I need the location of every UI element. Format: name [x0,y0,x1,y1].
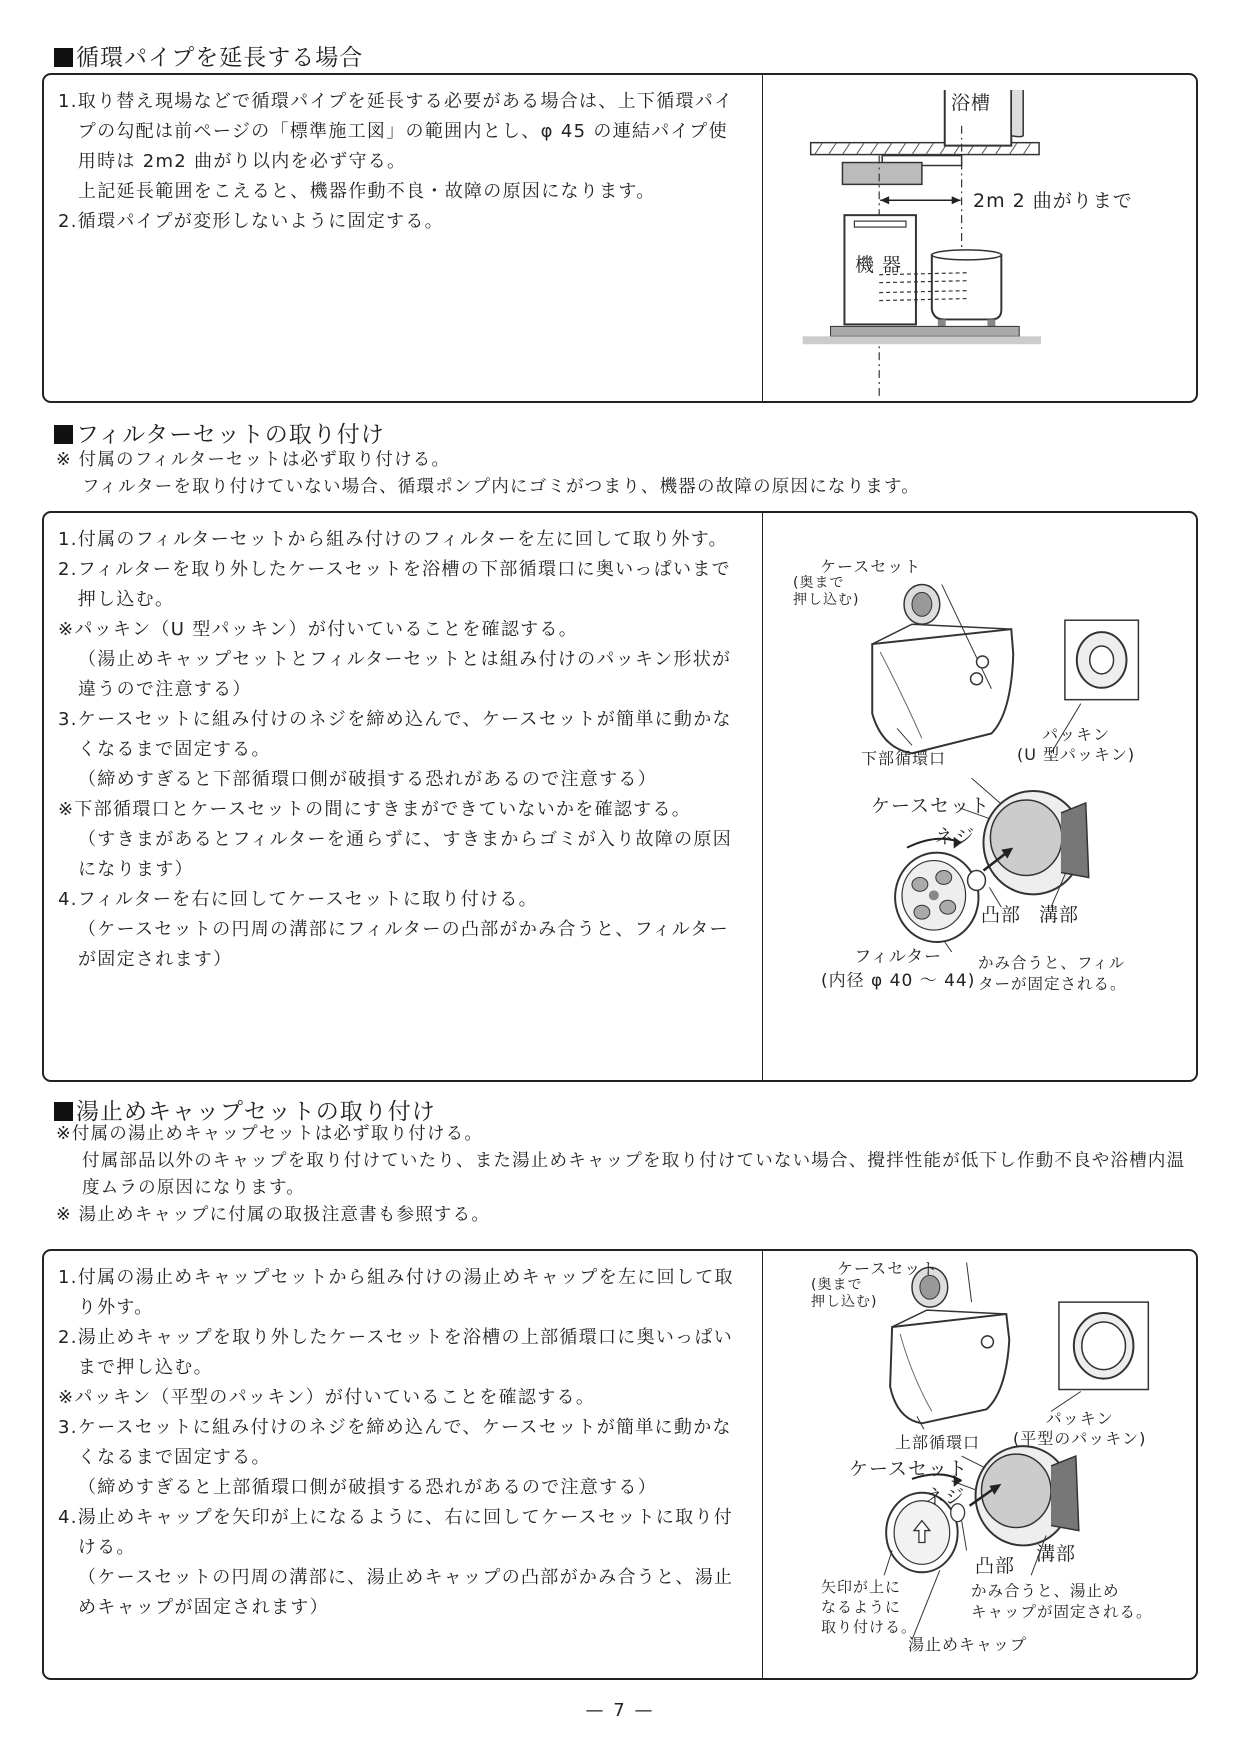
step-number: 1. [58,529,78,550]
screw-label: ネジ [935,826,976,848]
section-title-text: 循環パイプを延長する場合 [76,45,364,71]
step-number: 2. [58,559,78,580]
section-title-filter-set [54,416,385,449]
list-item [58,1563,744,1623]
list-item [58,1323,744,1383]
step-text: 湯止めキャップを取り外したケースセットを浴槽の上部循環口に奥いっぱいまで押し込む。 [77,1327,734,1378]
list-item [58,615,744,645]
arrow-note-label: 矢印が上に なるように 取り付ける。 [821,1578,918,1636]
list-item [58,1263,744,1323]
distance-label: 2m 2 曲がりまで [973,190,1133,212]
step-number: 4. [58,1507,78,1528]
step-text: （締めすぎると上部循環口側が破損する恐れがあるので注意する） [78,1477,657,1498]
step-text: （すきまがあるとフィルターを通らずに、すきまからゴミが入り故障の原因になります） [78,829,733,880]
screw-label: ネジ [925,1486,966,1508]
tub-label: 浴槽 [951,92,992,114]
stop-cap-notes [56,1121,1186,1229]
groove-label: 溝部 [1039,904,1080,926]
step-text: 付属の湯止めキャップセットから組み付けの湯止めキャップを左に回して取り外す。 [77,1267,734,1318]
caseset-top-label: ケースセット [837,1259,939,1278]
section-title-text: 湯止めキャップセットの取り付け [76,1099,436,1125]
step-number: 1. [58,1267,78,1288]
list-item [58,525,744,555]
note-line: ※付属の湯止めキャップセットは必ず取り付ける。 [56,1124,484,1144]
list-item [58,885,744,915]
list-item [58,207,744,237]
step-number: 1. [58,91,78,112]
step-number: 2. [58,211,78,232]
filter-set-figure [763,513,1196,1080]
step-text: （ケースセットの円周の溝部に、湯止めキャップの凸部がかみ合うと、湯止めキャップが固定されます） [78,1567,734,1618]
list-item [58,177,744,207]
step-number: ※ [58,1387,75,1408]
list-item [58,915,744,975]
caseset-label: ケースセット [871,795,991,817]
list-item [58,705,744,765]
cap-label: 湯止めキャップ [908,1635,1028,1654]
caseset-label: ケースセット [849,1458,969,1480]
filter-set-instructions [44,513,763,1080]
list-item [58,1383,744,1413]
black-square-icon [54,1102,73,1121]
stop-cap-figure [763,1251,1196,1678]
step-text: （ケースセットの円周の溝部にフィルターの凸部がかみ合うと、フィルターが固定されます） [78,919,729,970]
note-line: 付属部品以外のキャップを取り付けていたり、また湯止めキャップを取り付けていない場合、攪拌性能が低下し作動不良や浴槽内温度ムラの原因になります。 [82,1151,1186,1198]
pipe-extension-instructions [44,75,763,401]
caseset-top-label: ケースセット [820,557,922,576]
step-list [44,75,762,237]
step-text: （締めすぎると下部循環口側が破損する恐れがあるので注意する） [78,769,657,790]
step-text: （湯止めキャップセットとフィルターセットとは組み付けのパッキン形状が違うので注意する） [78,649,732,700]
step-number: ※ [58,619,75,640]
step-number: ※ [58,799,75,820]
step-number: 3. [58,709,78,730]
step-text: フィルターを取り外したケースセットを浴槽の下部循環口に奥いっぱいまで押し込む。 [77,559,731,610]
engage-note-label: かみ合うと、フィル ターが固定される。 [978,954,1127,993]
push-note-label: (奥まで 押し込む) [811,1277,878,1310]
black-square-icon [54,48,73,67]
upper-port-label: 上部循環口 [895,1433,981,1452]
step-list [44,1251,762,1623]
list-item [58,645,744,705]
step-text: パッキン（平型のパッキン）が付いていることを確認する。 [74,1387,596,1408]
filter-notes [56,447,920,501]
step-text: ケースセットに組み付けのネジを締め込んで、ケースセットが簡単に動かなくなるまで固定する。 [77,1417,732,1468]
step-text: 下部循環口とケースセットの間にすきまができていないかを確認する。 [74,799,692,820]
pipe-extension-box [42,73,1198,403]
filter-label: フィルター (内径 φ 40 ～ 44) [821,947,976,991]
step-text: ケースセットに組み付けのネジを締め込んで、ケースセットが簡単に動かなくなるまで固定する。 [77,709,732,760]
list-item [58,765,744,795]
convex-label: 凸部 [981,904,1022,926]
list-item [58,1473,744,1503]
note-line: フィルターを取り付けていない場合、循環ポンプ内にゴミがつまり、機器の故障の原因になります。 [82,477,920,497]
engage-note-label: かみ合うと、湯止め キャップが固定される。 [971,1582,1153,1621]
packing-label: パッキン (平型のパッキン) [1013,1409,1147,1448]
step-text: 付属のフィルターセットから組み付けのフィルターを左に回して取り外す。 [77,529,728,550]
page-number: — 7 — [585,1700,655,1721]
note-line: ※ 付属のフィルターセットは必ず取り付ける。 [56,450,451,470]
step-text: 循環パイプが変形しないように固定する。 [77,211,444,232]
black-square-icon [54,425,73,444]
pipe-extension-diagram [763,75,1196,401]
list-item [58,555,744,615]
list-item [58,1413,744,1473]
step-number: 4. [58,889,78,910]
lower-port-label: 下部循環口 [861,749,947,768]
pipe-extension-figure [763,75,1196,401]
packing-label: パッキン (U 型パッキン) [1017,725,1136,764]
push-note-label: (奥まで 押し込む) [793,575,860,608]
stop-cap-box [42,1249,1198,1680]
section-title-pipe-extension [54,39,363,72]
groove-label: 溝部 [1036,1543,1077,1565]
note-line: ※ 湯止めキャップに付属の取扱注意書も参照する。 [56,1205,491,1225]
filter-set-box [42,511,1198,1082]
step-list [44,513,762,975]
list-item [58,87,744,177]
step-number: 3. [58,1417,78,1438]
step-text: フィルターを右に回してケースセットに取り付ける。 [77,889,538,910]
step-text: パッキン（U 型パッキン）が付いていることを確認する。 [74,619,579,640]
unit-label: 機 器 [855,254,903,276]
stop-cap-instructions [44,1251,763,1678]
section-title-text: フィルターセットの取り付け [76,422,385,448]
convex-label: 凸部 [975,1555,1016,1577]
step-text: 取り替え現場などで循環パイプを延長する必要がある場合は、上下循環パイプの勾配は前ページの「標準施工図」の範囲内とし、φ 45 の連結パイプ使用時は 2m2 曲がり以内を必ず守る。 [77,91,734,172]
list-item [58,795,744,825]
list-item [58,825,744,885]
step-number: 2. [58,1327,78,1348]
step-text: 上記延長範囲をこえると、機器作動不良・故障の原因になります。 [78,181,656,202]
list-item [58,1503,744,1563]
step-text: 湯止めキャップを矢印が上になるように、右に回してケースセットに取り付ける。 [77,1507,734,1558]
